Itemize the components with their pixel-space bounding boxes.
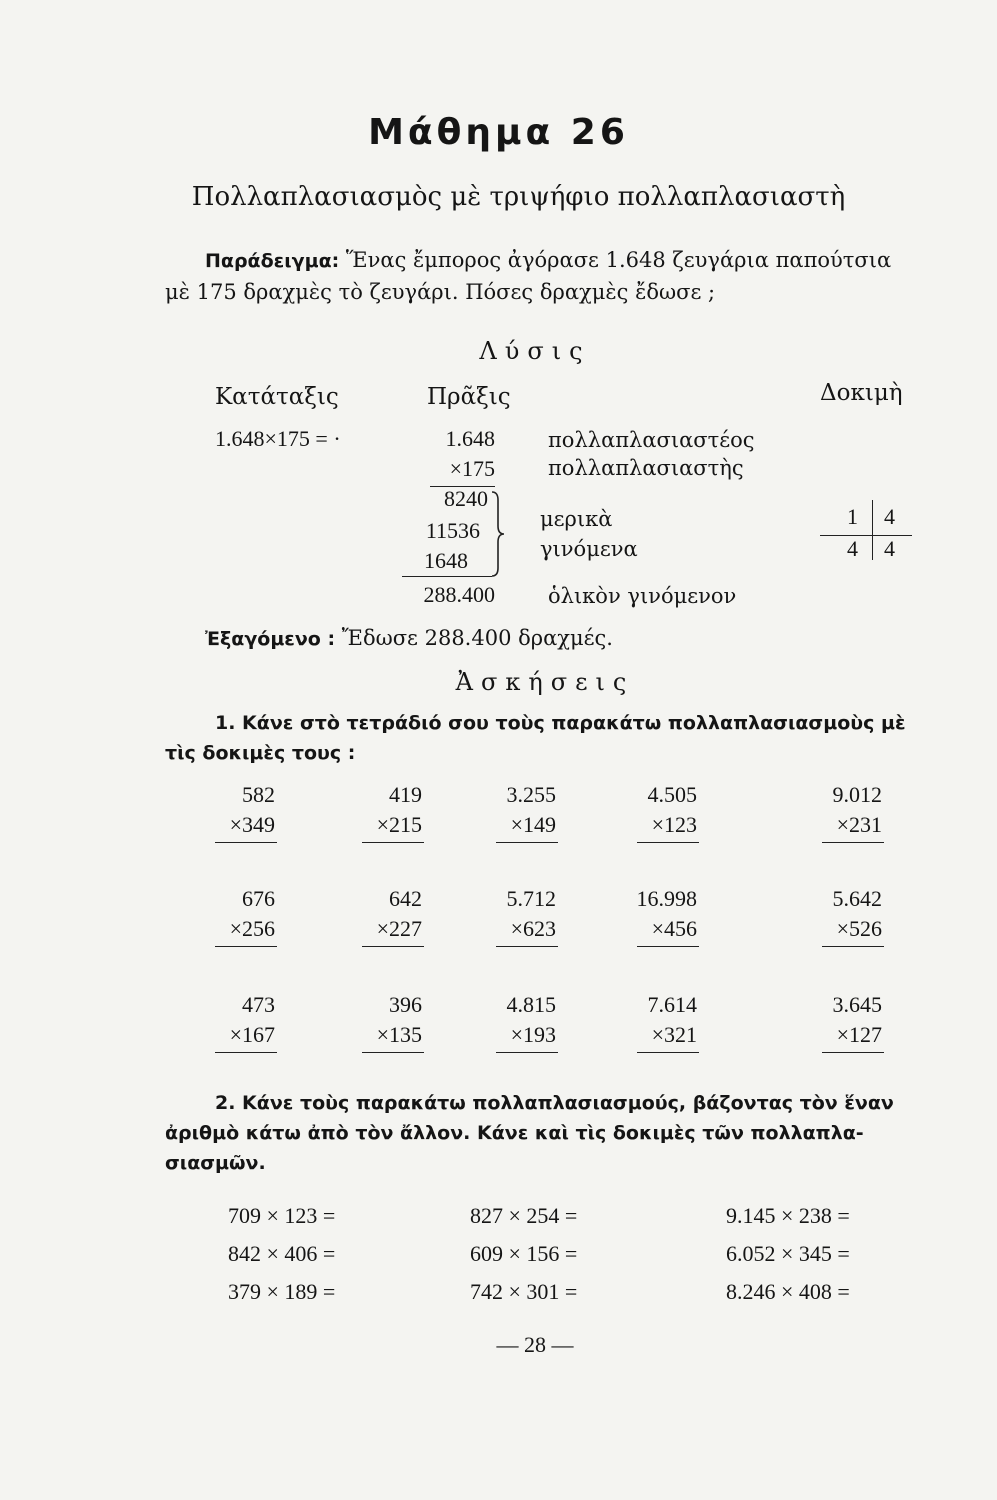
multiplier-3-4: ×321 [651, 1022, 697, 1047]
answer-rule-1-2 [362, 842, 424, 843]
problem-1-3: 9.145 × 238 = [726, 1203, 850, 1228]
problem-2-2: 609 × 156 = [470, 1241, 578, 1266]
answer-rule-3-4 [637, 1052, 699, 1053]
multiplicand-3-2: 396 [389, 992, 422, 1017]
multiplier-1-3: ×149 [510, 812, 556, 837]
answer-rule-2-3 [496, 946, 558, 947]
answer-rule-3-1 [215, 1052, 277, 1053]
multiplier: ×175 [449, 456, 495, 481]
multiplicand-2-2: 642 [389, 886, 422, 911]
lesson-title: Μάθημα 26 [368, 112, 629, 153]
partial-product-1: 8240 [444, 486, 488, 511]
partial-product-2: 11536 [425, 518, 480, 543]
exercise2-line2: ἀριθμὸ κάτω ἀπὸ τὸν ἄλλον. Κάνε καὶ τὶς δοκιμὲς τῶν πολλαπλα- [165, 1122, 864, 1144]
multiplier-3-2: ×135 [376, 1022, 422, 1047]
multiplicand-1-4: 4.505 [647, 782, 697, 807]
multiplicand-3-5: 3.645 [832, 992, 882, 1017]
check-heading: Δοκιμὴ [820, 380, 903, 406]
example-line1: Ἕνας ἔμπορος ἀγόρασε 1.648 ζευγάρια παπούτσια [345, 248, 892, 272]
exercise2-line1: 2. Κάνε τοὺς παρακάτω πολλαπλασιασμούς, βάζοντας τὸν ἕναν [215, 1092, 894, 1114]
answer-rule-1-3 [496, 842, 558, 843]
solution-heading: Λύσις [479, 337, 591, 365]
total-product: 288.400 [423, 582, 495, 607]
exercise1-line1: 1. Κάνε στὸ τετράδιό σου τοὺς παρακάτω πολλαπλασιασμοὺς μὲ [215, 712, 906, 734]
exercise2-line3: σιασμῶν. [165, 1152, 266, 1174]
multiplier-3-5: ×127 [836, 1022, 882, 1047]
example-label: Παράδειγμα: [205, 250, 340, 272]
problem-3-3: 8.246 × 408 = [726, 1279, 850, 1304]
label-partial-a: μερικὰ [540, 507, 613, 531]
result-line [205, 626, 613, 650]
answer-rule-1-4 [637, 842, 699, 843]
brace-icon [488, 490, 506, 578]
check-top-left: 1 [847, 504, 858, 529]
multiplicand-3-3: 4.815 [506, 992, 556, 1017]
operation-heading: Πρᾶξις [427, 384, 511, 410]
answer-rule-2-4 [637, 946, 699, 947]
multiplicand-2-4: 16.998 [636, 886, 697, 911]
multiplicand-2-1: 676 [242, 886, 275, 911]
answer-rule-1-5 [822, 842, 884, 843]
label-partial-b: γινόμενα [540, 537, 638, 561]
multiplicand-3-1: 473 [242, 992, 275, 1017]
multiplicand-1-5: 9.012 [832, 782, 882, 807]
problem-3-1: 379 × 189 = [228, 1279, 336, 1304]
example-line2: μὲ 175 δραχμὲς τὸ ζευγάρι. Πόσες δραχμὲς ἔδωσε ; [165, 280, 716, 304]
lesson-subtitle: Πολλαπλασιασμὸς μὲ τριψήφιο πολλαπλασιαστὴ [191, 182, 846, 212]
multiplier-3-3: ×193 [510, 1022, 556, 1047]
partial-product-3: 1648 [424, 548, 468, 573]
multiplier-2-1: ×256 [229, 916, 275, 941]
problem-2-3: 6.052 × 345 = [726, 1241, 850, 1266]
multiplier-1-4: ×123 [651, 812, 697, 837]
multiplier-1-2: ×215 [376, 812, 422, 837]
check-bottom-right: 4 [884, 536, 895, 561]
layout-expression: 1.648×175 = · [215, 426, 341, 451]
multiplier-1-1: ×349 [229, 812, 275, 837]
multiplicand-1-2: 419 [389, 782, 422, 807]
label-multiplier: πολλαπλασιαστὴς [548, 456, 744, 480]
result-label: Ἐξαγόμενο : [205, 628, 336, 650]
check-horizontal [820, 535, 912, 536]
exercises-heading: Ἀσκήσεις [455, 668, 635, 696]
answer-rule-2-1 [215, 946, 277, 947]
problem-1-1: 709 × 123 = [228, 1203, 336, 1228]
page-number: — 28 — [496, 1332, 574, 1357]
multiplicand-2-5: 5.642 [832, 886, 882, 911]
answer-rule-1-1 [215, 842, 277, 843]
example-paragraph [205, 248, 891, 272]
check-bottom-left: 4 [847, 536, 858, 561]
multiplicand-1-3: 3.255 [506, 782, 556, 807]
multiplicand: 1.648 [445, 426, 495, 451]
answer-rule-3-3 [496, 1052, 558, 1053]
problem-3-2: 742 × 301 = [470, 1279, 578, 1304]
label-total: ὁλικὸν γινόμενον [548, 584, 737, 608]
check-vertical [872, 500, 873, 560]
multiplier-2-3: ×623 [510, 916, 556, 941]
problem-1-2: 827 × 254 = [470, 1203, 578, 1228]
multiplier-2-5: ×526 [836, 916, 882, 941]
result-text: Ἔδωσε 288.400 δραχμές. [341, 626, 613, 650]
multiplier-2-4: ×456 [651, 916, 697, 941]
multiplier-1-5: ×231 [836, 812, 882, 837]
layout-heading: Κατάταξις [215, 384, 339, 410]
answer-rule-2-2 [362, 946, 424, 947]
multiplier-3-1: ×167 [229, 1022, 275, 1047]
problem-2-1: 842 × 406 = [228, 1241, 336, 1266]
check-top-right: 4 [884, 504, 895, 529]
answer-rule-3-2 [362, 1052, 424, 1053]
multiplier-2-2: ×227 [376, 916, 422, 941]
label-multiplicand: πολλαπλασιαστέος [548, 428, 755, 452]
answer-rule-3-5 [822, 1052, 884, 1053]
multiplicand-1-1: 582 [242, 782, 275, 807]
multiplicand-3-4: 7.614 [647, 992, 697, 1017]
multiplicand-2-3: 5.712 [506, 886, 556, 911]
sum-rule [402, 576, 492, 577]
exercise1-line2: τὶς δοκιμὲς τους : [165, 742, 356, 764]
answer-rule-2-5 [822, 946, 884, 947]
